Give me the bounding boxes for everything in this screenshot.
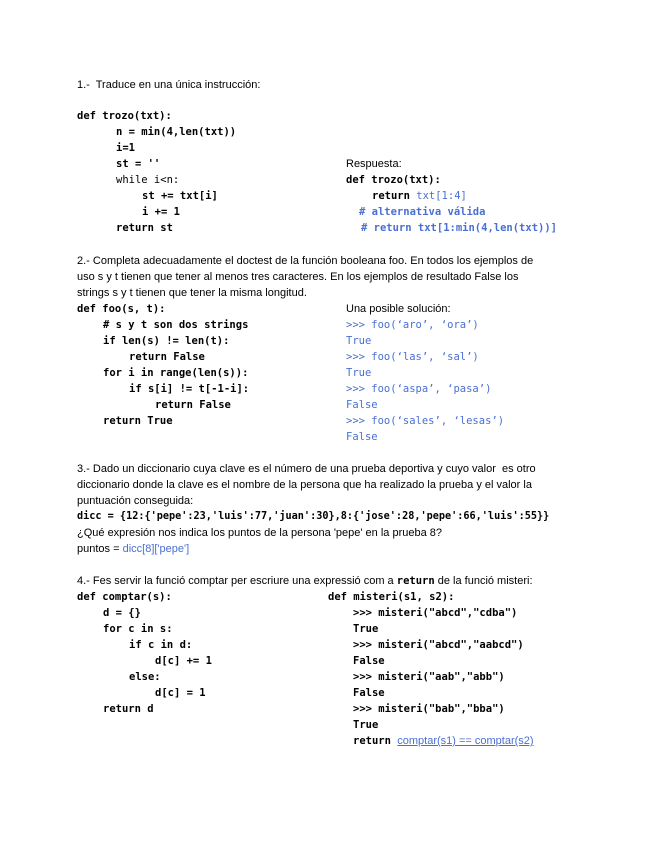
q2-text-line: strings s y t tienen que tener la misma longitud. (77, 287, 307, 299)
q1-answer-def: def trozo(txt): (346, 174, 441, 186)
q2-solution-line: True (346, 367, 372, 379)
q4-left-code-line: return d (103, 703, 154, 715)
q1-code-line: while i<n: (116, 174, 180, 186)
q4-return-line (353, 735, 534, 747)
q4-left-code-line: d[c] += 1 (155, 655, 212, 667)
q2-solution-line: False (346, 431, 378, 443)
q4-right-code-line: >>> misteri("bab","bba") (353, 703, 505, 715)
q2-text-line: 2.- Completa adecuadamente el doctest de la función booleana foo. En todos los ejemplos de (77, 255, 534, 267)
q3-text-line: puntuación conseguida: (77, 495, 194, 507)
q1-answer-return (372, 190, 467, 202)
q2-code-line: if len(s) != len(t): (103, 335, 230, 347)
q2-code-line: return False (155, 399, 231, 411)
return-keyword: return (353, 735, 391, 747)
q3-text-line: 3.- Dado un diccionario cuya clave es el número de una prueba deportiva y cuyo valor es otro (77, 463, 536, 475)
q2-solution-line: >>> foo(‘aro’, ‘ora’) (346, 319, 479, 331)
q1-code-line: def trozo(txt): (77, 110, 172, 122)
q2-code-line: # s y t son dos strings (103, 319, 249, 331)
q1-code-line: i += 1 (142, 206, 180, 218)
q4-heading (77, 575, 533, 587)
q1-heading: 1.- Traduce en una única instrucción: (77, 79, 261, 91)
q1-answer-alt-line (361, 222, 557, 234)
q4-left-code-line: else: (129, 671, 161, 683)
q2-solution-line: >>> foo(‘las’, ‘sal’) (346, 351, 479, 363)
q4-left-code-line: if c in d: (129, 639, 193, 651)
q3-dict-line: dicc = {12:{'pepe':23,'luis':77,'juan':30},8:{'jose':28,'pepe':66,'luis':55}} (77, 511, 550, 522)
q3-answer (77, 543, 189, 555)
q3-question: ¿Qué expresión nos indica los puntos de la persona 'pepe' en la prueba 8? (77, 527, 443, 539)
q4-left-code-line: for c in s: (103, 623, 173, 635)
q4-left-code-line: d[c] = 1 (155, 687, 206, 699)
q4-heading-keyword: return (396, 575, 435, 587)
q4-left-code-line: d = {} (103, 607, 141, 619)
q2-solution-line: False (346, 399, 378, 411)
q1-code-line: n = min(4,len(txt)) (116, 126, 237, 138)
q2-solution-line: >>> foo(‘sales’, ‘lesas’) (346, 415, 505, 427)
q4-right-code-line: True (353, 719, 379, 731)
q1-answer-value: txt[1:4] (416, 190, 467, 202)
q1-answer-alt-comment: # alternativa válida (359, 206, 486, 218)
q2-code-line: return False (129, 351, 205, 363)
q4-left-code-line: def comptar(s): (77, 591, 172, 603)
q2-solution-line: >>> foo(‘aspa’, ‘pasa’) (346, 383, 492, 395)
q4-right-code-line: def misteri(s1, s2): (328, 591, 455, 603)
q1-answer-label: Respuesta: (346, 158, 402, 170)
q1-code-line: return st (116, 222, 173, 234)
q3-text-line: diccionario donde la clave es el nombre de la persona que ha realizado la prueba y el valor la (77, 479, 532, 491)
q1-answer-alt-value: txt[1:min(4,len(txt))] (417, 222, 557, 234)
q2-text-line: uso s y t tienen que tener al menos tres caracteres. En los ejemplos de resultado False los (77, 271, 519, 283)
q1-code-line: st += txt[i] (142, 190, 218, 202)
q1-code-line: st = '' (116, 158, 161, 170)
q4-heading-post: de la funció misteri: (434, 575, 533, 587)
q2-code-line: def foo(s, t): (77, 303, 166, 315)
q3-answer-value: dicc[8]['pepe'] (122, 543, 190, 555)
q2-solution-label: Una posible solución: (346, 303, 451, 315)
q4-return-answer: comptar(s1) == comptar(s2) (397, 735, 534, 747)
q1-code-line: i=1 (116, 142, 135, 154)
q4-right-code-line: False (353, 655, 385, 667)
q4-right-code-line: >>> misteri("abcd","cdba") (353, 607, 518, 619)
q4-right-code-line: True (353, 623, 379, 635)
q4-right-code-line: False (353, 687, 385, 699)
q1-answer-alt-prefix: # return (361, 222, 412, 234)
q4-right-code-line: >>> misteri("aab","abb") (353, 671, 505, 683)
q4-heading-pre: 4.- Fes servir la funció comptar per escriure una expressió com a (77, 575, 397, 587)
q4-right-code-line: >>> misteri("abcd","aabcd") (353, 639, 524, 651)
q2-code-line: for i in range(len(s)): (103, 367, 249, 379)
q2-code-line: if s[i] != t[-1-i]: (129, 383, 250, 395)
return-keyword: return (372, 190, 410, 202)
q2-solution-line: True (346, 335, 372, 347)
q2-code-line: return True (103, 415, 173, 427)
q3-answer-label: puntos = (77, 543, 123, 555)
